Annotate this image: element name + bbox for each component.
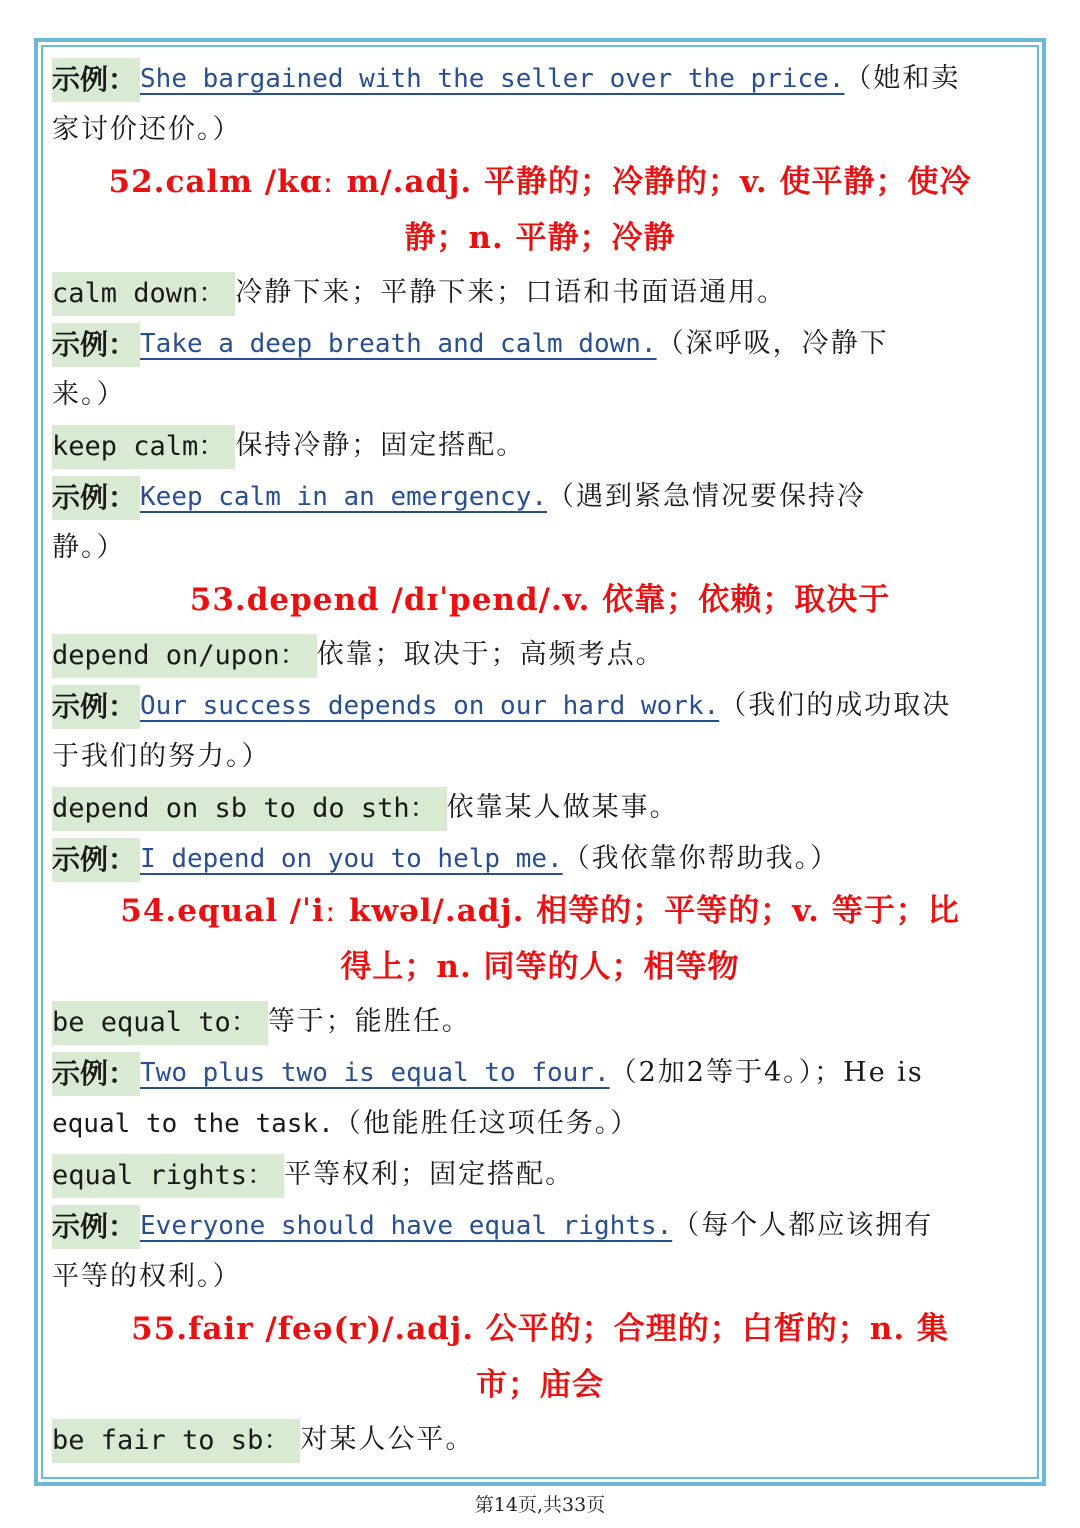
phrase-description: 依靠；取决于；高频考点。 (316, 639, 665, 670)
word-heading (52, 883, 1028, 995)
example-sentence: Everyone should have equal rights. (140, 1211, 673, 1241)
example-label: 示例： (52, 476, 140, 520)
word-heading-line: 市；庙会 (476, 1367, 604, 1403)
example-translation: （深呼吸，冷静下 (656, 328, 889, 359)
phrase-label: equal rights： (52, 1154, 284, 1198)
phrase-label: calm down： (52, 272, 235, 316)
example-row-continued (52, 521, 1028, 572)
example-translation-cont: 家讨价还价。） (52, 114, 242, 145)
example-sentence: I depend on you to help me. (140, 844, 563, 874)
phrase-description: 等于；能胜任。 (267, 1006, 471, 1037)
word-heading (52, 1301, 1028, 1413)
example-row (52, 679, 1028, 730)
phrase-description: 依靠某人做某事。 (446, 792, 679, 823)
phrase-row (52, 781, 1028, 832)
example-translation: （每个人都应该拥有 (672, 1210, 934, 1241)
phrase-description: 对某人公平。 (300, 1424, 475, 1455)
word-heading-line: 53.depend /dɪˈpend/.v. 依靠；依赖；取决于 (189, 582, 891, 618)
word-heading-line: 得上；n. 同等的人；相等物 (340, 949, 740, 985)
phrase-row (52, 995, 1028, 1046)
phrase-description: 冷静下来；平静下来；口语和书面语通用。 (235, 277, 787, 308)
example-row (52, 1046, 1028, 1097)
example-translation: （我依靠你帮助我。） (562, 843, 840, 874)
phrase-label: be fair to sb： (52, 1419, 300, 1463)
phrase-label: depend on/upon： (52, 634, 317, 678)
example-row-continued (52, 368, 1028, 419)
example-sentence: She bargained with the seller over the price. (140, 64, 845, 94)
example-translation-cont: 平等的权利。） (52, 1261, 242, 1292)
example-row (52, 52, 1028, 103)
example-translation-cont: 于我们的努力。） (52, 741, 271, 772)
phrase-row (52, 419, 1028, 470)
example-translation: （我们的成功取决 (719, 690, 952, 721)
example-label: 示例： (52, 838, 140, 882)
example-sentence-cont: equal to the task. (52, 1109, 334, 1139)
example-label: 示例： (52, 323, 140, 367)
example-row (52, 1199, 1028, 1250)
phrase-row (52, 266, 1028, 317)
example-label: 示例： (52, 1205, 140, 1249)
word-heading-line: 55.fair /feə(r)/.adj. 公平的；合理的；白皙的；n. 集 (131, 1311, 949, 1347)
example-translation-cont: 静。） (52, 532, 126, 563)
example-label: 示例： (52, 1052, 140, 1096)
example-label: 示例： (52, 58, 140, 102)
example-row-continued (52, 1097, 1028, 1148)
phrase-label: keep calm： (52, 425, 235, 469)
phrase-label: depend on sb to do sth： (52, 787, 447, 831)
example-translation: （2加2等于4。）；He is (609, 1057, 924, 1088)
example-row-continued (52, 103, 1028, 154)
phrase-label: be equal to： (52, 1001, 268, 1045)
word-heading-line: 52.calm /kɑː m/.adj. 平静的；冷静的；v. 使平静；使冷 (108, 164, 972, 200)
example-sentence: Keep calm in an emergency. (140, 482, 548, 512)
word-heading (52, 154, 1028, 266)
example-row-continued (52, 730, 1028, 781)
phrase-row (52, 1148, 1028, 1199)
phrase-row (52, 1413, 1028, 1464)
word-heading-line: 静；n. 平静；冷静 (404, 220, 676, 256)
example-sentence: Take a deep breath and calm down. (140, 329, 657, 359)
example-row (52, 470, 1028, 521)
example-row (52, 317, 1028, 368)
example-row (52, 832, 1028, 883)
word-heading (52, 572, 1028, 628)
page-footer: 第14页,共33页 (474, 1494, 606, 1516)
example-translation: （遇到紧急情况要保持冷 (547, 481, 867, 512)
example-sentence: Our success depends on our hard work. (140, 691, 720, 721)
example-label: 示例： (52, 685, 140, 729)
example-sentence: Two plus two is equal to four. (140, 1058, 610, 1088)
vocabulary-content (52, 52, 1028, 1464)
phrase-row (52, 628, 1028, 679)
example-translation: （她和卖 (844, 63, 961, 94)
example-row-continued (52, 1250, 1028, 1301)
phrase-description: 平等权利；固定搭配。 (284, 1159, 575, 1190)
example-translation-cont: 来。） (52, 379, 126, 410)
word-heading-line: 54.equal /ˈiː kwəl/.adj. 相等的；平等的；v. 等于；比 (120, 893, 960, 929)
example-translation-cont: （他能胜任这项任务。） (333, 1108, 640, 1139)
phrase-description: 保持冷静；固定搭配。 (235, 430, 526, 461)
